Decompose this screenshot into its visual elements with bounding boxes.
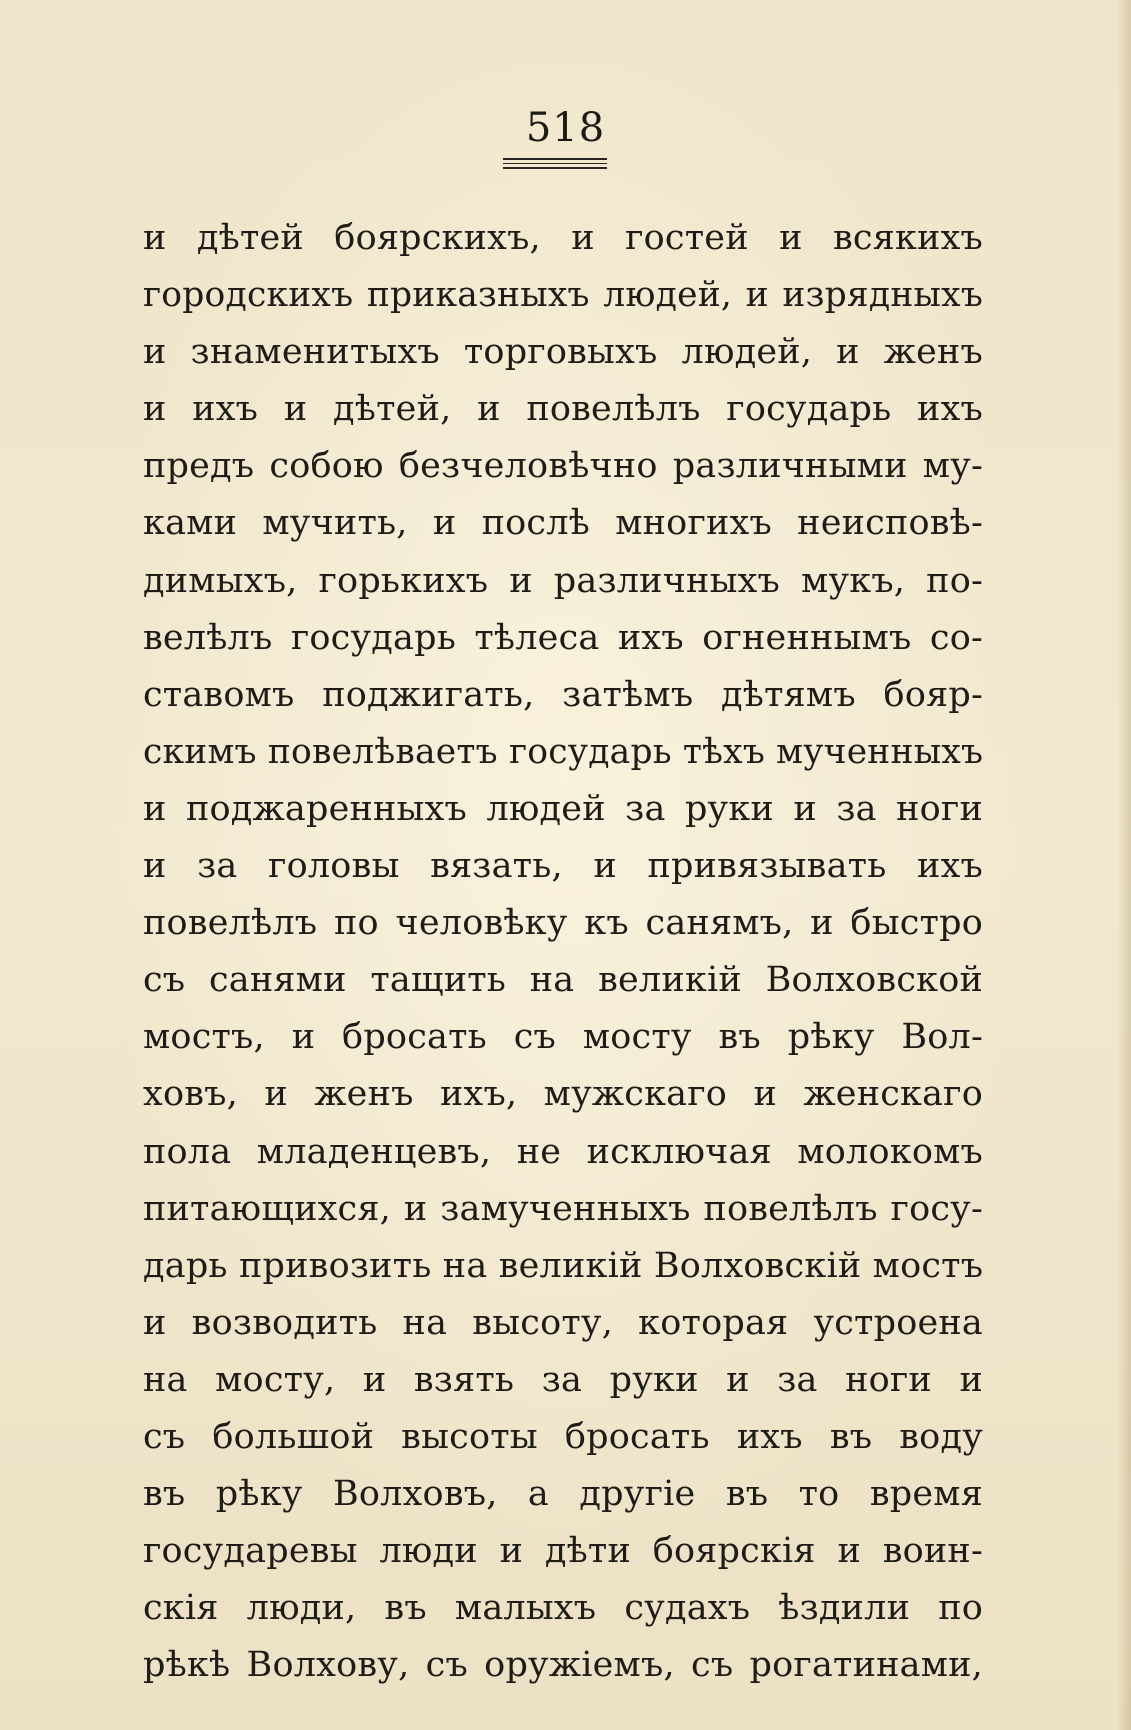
text-line-24: государевы люди и дѣти боярскія и воин- <box>143 1531 983 1572</box>
text-line-2: городскихъ приказныхъ людей, и изрядныхъ <box>143 275 983 316</box>
text-line-3: и знаменитыхъ торговыхъ людей, и женъ <box>143 332 983 373</box>
text-line-4: и ихъ и дѣтей, и повелѣлъ государь ихъ <box>143 389 983 430</box>
text-line-11: и поджаренныхъ людей за руки и за ноги <box>143 788 983 829</box>
text-line-22: съ большой высоты бросать ихъ въ воду <box>143 1416 983 1457</box>
text-line-9: ставомъ поджигать, затѣмъ дѣтямъ бояр- <box>143 674 983 715</box>
text-line-25: скія люди, въ малыхъ судахъ ѣздили по <box>143 1588 983 1629</box>
page-edge-shadow <box>1117 0 1131 1730</box>
text-line-21: на мосту, и взять за руки и за ноги и <box>143 1359 983 1400</box>
text-line-8: велѣлъ государь тѣлеса ихъ огненнымъ со- <box>143 617 983 658</box>
text-line-19: дарь привозить на великій Волховскій мостъ <box>143 1245 983 1286</box>
text-line-13: повелѣлъ по человѣку къ санямъ, и быстро <box>143 903 983 944</box>
text-line-12: и за головы вязать, и привязывать ихъ <box>143 846 983 887</box>
text-line-16: ховъ, и женъ ихъ, мужскаго и женскаго <box>143 1074 983 1115</box>
page-number-rule-middle <box>503 163 607 164</box>
body-text <box>143 210 983 1694</box>
text-line-23: въ рѣку Волховъ, а другіе въ то время <box>143 1474 983 1515</box>
text-line-15: мостъ, и бросать съ мосту въ рѣку Вол- <box>143 1017 983 1058</box>
text-line-5: предъ собою безчеловѣчно различными му- <box>143 446 983 487</box>
text-line-1: и дѣтей боярскихъ, и гостей и всякихъ <box>143 218 983 258</box>
text-line-10: скимъ повелѣваетъ государь тѣхъ мученныхъ <box>143 731 983 772</box>
text-line-6: ками мучить, и послѣ многихъ неисповѣ- <box>143 503 983 544</box>
text-line-7: димыхъ, горькихъ и различныхъ мукъ, по- <box>143 560 983 601</box>
text-line-18: питающихся, и замученныхъ повелѣлъ госу- <box>143 1188 983 1229</box>
page-number-rule-top <box>503 158 607 160</box>
text-line-17: пола младенцевъ, не исключая молокомъ <box>143 1131 983 1172</box>
page-number-rule-bottom <box>503 167 607 169</box>
text-line-20: и возводить на высоту, которая устроена <box>143 1302 983 1343</box>
text-line-26: рѣкѣ Волхову, съ оружіемъ, съ рогатинами, <box>143 1645 983 1686</box>
page-number: 518 <box>525 105 606 151</box>
text-line-14: съ санями тащить на великій Волховской <box>143 960 983 1001</box>
